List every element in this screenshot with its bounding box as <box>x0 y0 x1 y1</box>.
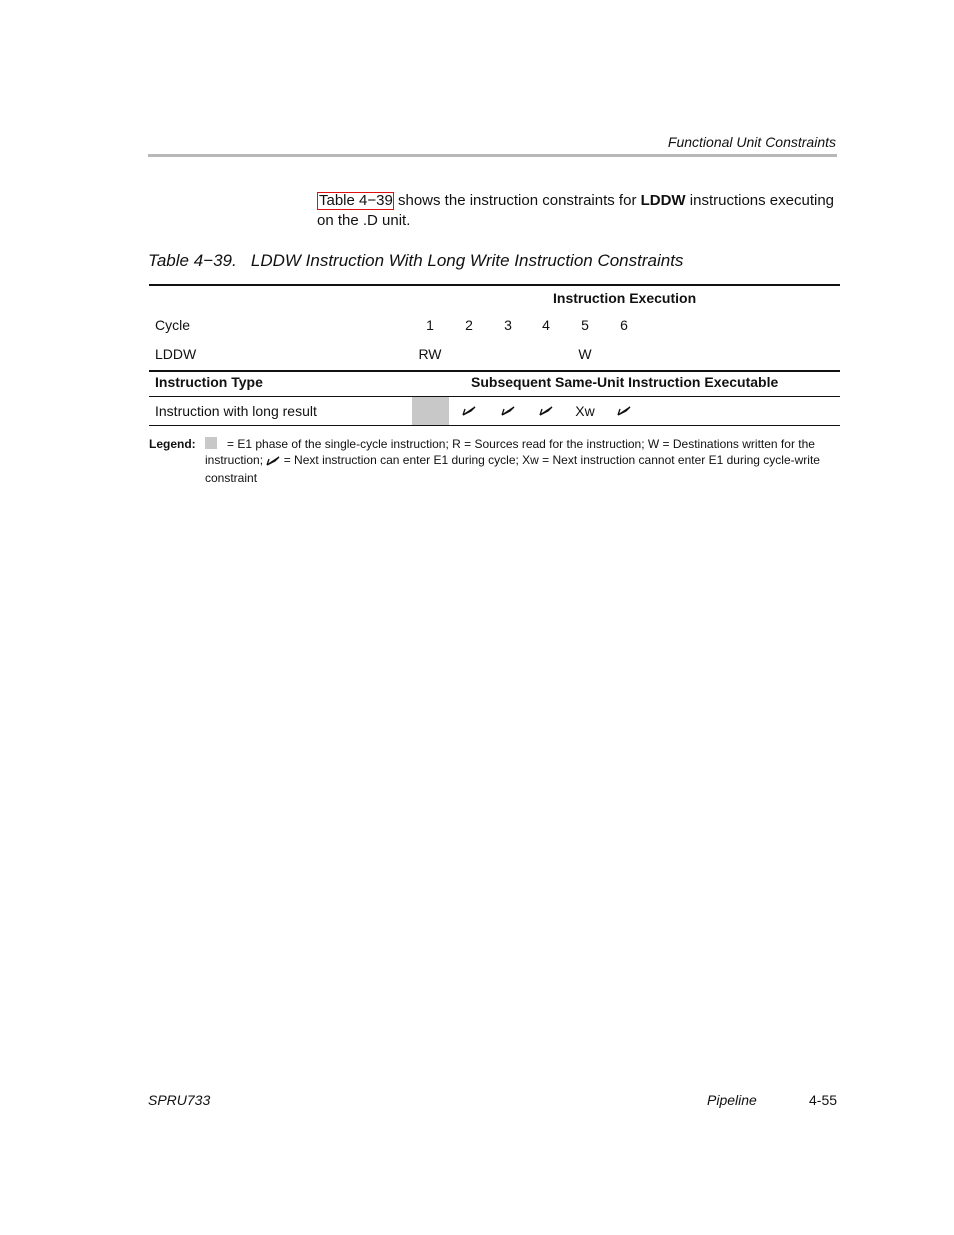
check-icon <box>610 403 638 419</box>
cycle-num: 3 <box>504 317 512 333</box>
row-cell-xw: Xw <box>575 403 595 419</box>
legend-part2: = Next instruction can enter E1 during cycle; Xw = Next instruction cannot enter E1 during cycle-write constraint <box>205 453 820 485</box>
group-header: Instruction Execution <box>553 290 697 306</box>
cycle-num: 1 <box>426 317 434 333</box>
intro-paragraph <box>317 191 842 231</box>
table-mid-rule <box>149 370 840 372</box>
legend-part1: = E1 phase of the single-cycle instruction; R = Sources read for the instruction; W = Destinations written for the instruction; <box>205 437 815 467</box>
check-icon <box>266 454 280 470</box>
intro-bold-lddw: LDDW <box>640 192 686 209</box>
footer-doc-id: SPRU733 <box>148 1092 211 1108</box>
type-header: Instruction Type <box>155 374 263 390</box>
running-header: Functional Unit Constraints <box>667 134 836 150</box>
table-bottom-rule <box>149 425 840 426</box>
intro-text-1: shows the instruction constraints for <box>393 192 641 209</box>
header-rule <box>148 154 837 157</box>
check-icon <box>532 403 560 419</box>
table-header-rule <box>149 396 840 397</box>
e1-shaded-cell <box>412 397 449 425</box>
table-xref-link[interactable]: Table 4−39 <box>319 192 393 209</box>
footer-chapter: Pipeline <box>707 1092 757 1108</box>
legend-text <box>205 436 839 486</box>
constraints-table <box>149 284 840 426</box>
cycle-num: 2 <box>465 317 473 333</box>
op-cell: W <box>578 346 592 362</box>
row-label: Instruction with long result <box>155 403 317 419</box>
cycle-num: 5 <box>581 317 589 333</box>
cycle-num: 4 <box>542 317 550 333</box>
table-top-rule <box>149 284 840 286</box>
legend-label: Legend: <box>149 437 196 451</box>
op-cell: RW <box>418 346 442 362</box>
footer-page-number: 4-55 <box>809 1092 838 1108</box>
cycle-label: Cycle <box>155 317 191 333</box>
intro-text-2: instructions executing on the .D unit. <box>317 192 835 229</box>
check-icon <box>455 403 483 419</box>
check-icon <box>494 403 522 419</box>
op-label: LDDW <box>155 346 197 362</box>
legend-shade-swatch <box>205 437 217 449</box>
table-caption: Table 4−39. LDDW Instruction With Long Write Instruction Constraints <box>148 251 684 270</box>
cycle-num: 6 <box>620 317 628 333</box>
exec-header: Subsequent Same-Unit Instruction Executable <box>471 374 779 390</box>
